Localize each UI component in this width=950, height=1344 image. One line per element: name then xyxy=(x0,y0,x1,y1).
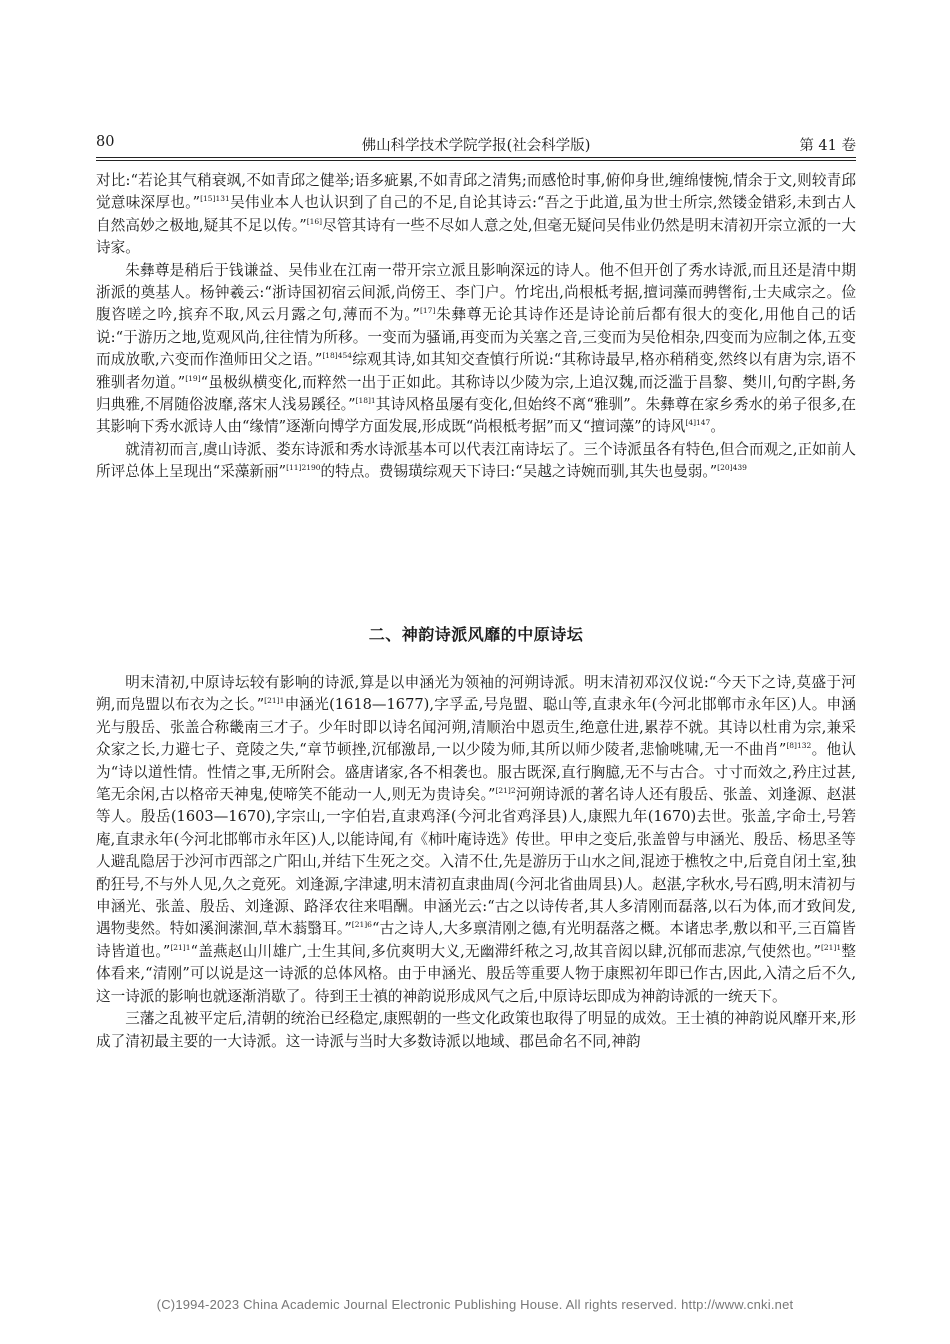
citation: [21]6 xyxy=(351,920,372,930)
citation: [21]1 xyxy=(820,942,842,952)
citation: [20]439 xyxy=(717,463,747,473)
citation: [21]2 xyxy=(495,786,516,796)
citation: [19] xyxy=(185,373,201,383)
paragraph: 明末清初,中原诗坛较有影响的诗派,算是以申涵光为领袖的河朔诗派。明末清初邓汉仪说:“今天下之诗,莫盛于河朔,而凫盟以布衣为之长。”$^{[21]1}$申涵光(1618—1677),字孚孟,号凫盟、聪山等,直隶永年(今河北邯郸市永年区)人。申涵光与殷岳、张盖合称畿南三才子。少年时即以诗名闻河朔,清顺治中恩贡生,绝意仕进,累荐不就。其诗以杜甫为宗,兼采众家之长,力避七子、竟陵之失,“章节顿挫,沉郁激昂,一以少陵为师,其所以师少陵者,悲愉咷啸,无一不曲肖”$^{[8]132}$。他认为“诗以道性情。性情之事,无所附会。盛唐诸家,各不相袭也。服古既深,直行胸臆,无不与古合。寸寸而效之,矜庄过甚,笔无余闲,古以格帝天神鬼,使啼笑不能动一人,则无为贵诗矣。”$^{[21]2}$河朔诗派的著名诗人还有殷岳、张盖、刘逢源、赵湛等人。殷岳(1603—1670),字宗山,一字伯岩,直隶鸡泽(今河北省鸡泽县)人,康熙九年(1670)去世。张盖,字命士,号箬庵,直隶永年(今河北邯郸市永年区)人,以能诗闻,有《柿叶庵诗选》传世。甲申之变后,张盖曾与申涵光、殷岳、杨思圣等人避乱隐居于沙河市西部之广阳山,并结下生死之交。入清不仕,先是游历于山水之间,混迹于樵牧之中,后竟自闭土室,独酌狂号,不与外人见,久之竟死。刘逢源,字津逮,明末清初直隶曲周(今河北省曲周县)人。赵湛,字秋水,号石鸥,明末清初与申涵光、张盖、殷岳、刘逢源、路泽农往来唱酬。申涵光云:“古之以诗传者,其人多清刚而磊落,以石为体,而才致间发,遇物斐然。特如溪涧潆洄,草木蓊翳耳。”$^{[21]6}$“古之诗人,大多禀清刚之德,有光明磊落之概。本诸忠孝,敷以和平,三百篇皆诗皆道也。”$^{[21]1}$“盖燕赵山川雄广,士生其间,多伉爽明大义,无幽滞纤秾之习,故其音闳以肆,沉郁而悲凉,气使然也。”$^{[21]1}$整体看来,“清刚”可以说是这一诗派的总体风格。由于申涵光、殷岳等重要人物于康熙初年即已作古,因此,入清之后不久,这一诗派的影响也就逐渐消歇了。待到王士禛的神韵说形成风气之后,中原诗坛即成为神韵诗派的一统天下。 xyxy=(96,674,856,1005)
journal-title: 佛山科学技术学院学报(社会科学版) xyxy=(361,138,591,154)
paragraph: 三藩之乱被平定后,清朝的统治已经稳定,康熙朝的一些文化政策也取得了明显的成效。王士禛的神韵说风靡开来,形成了清初最主要的一大诗派。这一诗派与当时大多数诗派以地域、郡邑命名不同,神韵 xyxy=(96,1010,856,1050)
paragraph: 朱彝尊是稍后于钱谦益、吴伟业在江南一带开宗立派且影响深远的诗人。他不但开创了秀水诗派,而且还是清中期浙派的奠基人。杨钟羲云:“浙诗国初宿云间派,尚傍王、李门户。竹垞出,尚根柢考据,擅词藻而骋辔衔,士夫咸宗之。俭腹咨嗟之吟,摈弃不取,风云月露之句,薄而不为。”[17]朱彝尊无论其诗作还是诗论前后都有很大的变化,用他自己的话说:“于游历之地,览观风尚,往往情为所移。一变而为骚诵,再变而为关塞之音,三变而为吴伧相杂,四变而为应制之体,五变而成放歌,六变而作渔师田父之语。”$^{[18]454}$综观其诗,如其知交查慎行所说:“其称诗最早,格亦稍稍变,然终以有唐为宗,语不雅驯者勿道。”[19]“虽极纵横变化,而粹然一出于正如此。其称诗以少陵为宗,上追汉魏,而泛滥于昌黎、樊川,句酌字斟,务归典雅,不屑随俗波靡,落宋人浅易蹊径。”$^{[18]1}$其诗风格虽屡有变化,但始终不离“雅驯”。朱彝尊在家乡秀水的弟子很多,在其影响下秀水派诗人由“缘情”逐渐向博学方面发展,形成既“尚根柢考据”而又“擅词藻”的诗风$^{[4]147}$。 xyxy=(96,261,856,436)
citation: [18]1 xyxy=(355,396,376,406)
citation: [21]1 xyxy=(264,696,285,706)
header-rule-thick xyxy=(96,157,856,158)
section1-body xyxy=(96,170,856,484)
paragraph: 就清初而言,虞山诗派、娄东诗派和秀水诗派基本可以代表江南诗坛了。三个诗派虽各有特色,但合而观之,正如前人所评总体上呈现出“采藻新丽”$^{[11]2190}$的特点。费锡璜综观天下诗曰:“吴越之诗婉而驯,其失也曼弱。”$^{[20]439}$ xyxy=(96,440,856,481)
citation: [8]132 xyxy=(786,741,812,751)
page-number: 80 xyxy=(96,134,115,150)
section-heading: 二、神韵诗派风靡的中原诗坛 xyxy=(368,625,584,644)
citation: [17] xyxy=(419,306,436,316)
running-header xyxy=(96,134,856,156)
citation: [16] xyxy=(306,216,323,226)
citation: [4]147 xyxy=(685,418,711,428)
citation: [15]131 xyxy=(200,194,230,204)
section2-body xyxy=(96,672,856,1053)
paragraph: 对比:“若论其气稍衰飒,不如青邱之健举;语多疵累,不如青邱之清隽;而感怆时事,俯仰身世,缠绵悽惋,情余于文,则较青邱觉意味深厚也。”$^{[15]131}$吴伟业本人也认识到了自己的不足,自论其诗云:“吾之于此道,虽为世士所宗,然镂金错彩,未到古人自然高妙之极地,疑其不足以传。”[16]尽管其诗有一些不尽如人意之处,但毫无疑问吴伟业仍然是明末清初开宗立派的一大诗家。 xyxy=(96,172,856,257)
citation: [21]1 xyxy=(170,942,191,952)
citation: [18]454 xyxy=(322,351,353,361)
header-rule-thin xyxy=(96,160,856,161)
volume-label: 第 41 卷 xyxy=(799,138,856,154)
citation: [11]2190 xyxy=(286,463,321,473)
copyright-footer: (C)1994-2023 China Academic Journal Electronic Publishing House. All rights reserved. http://www.cnki.net xyxy=(156,1297,794,1312)
